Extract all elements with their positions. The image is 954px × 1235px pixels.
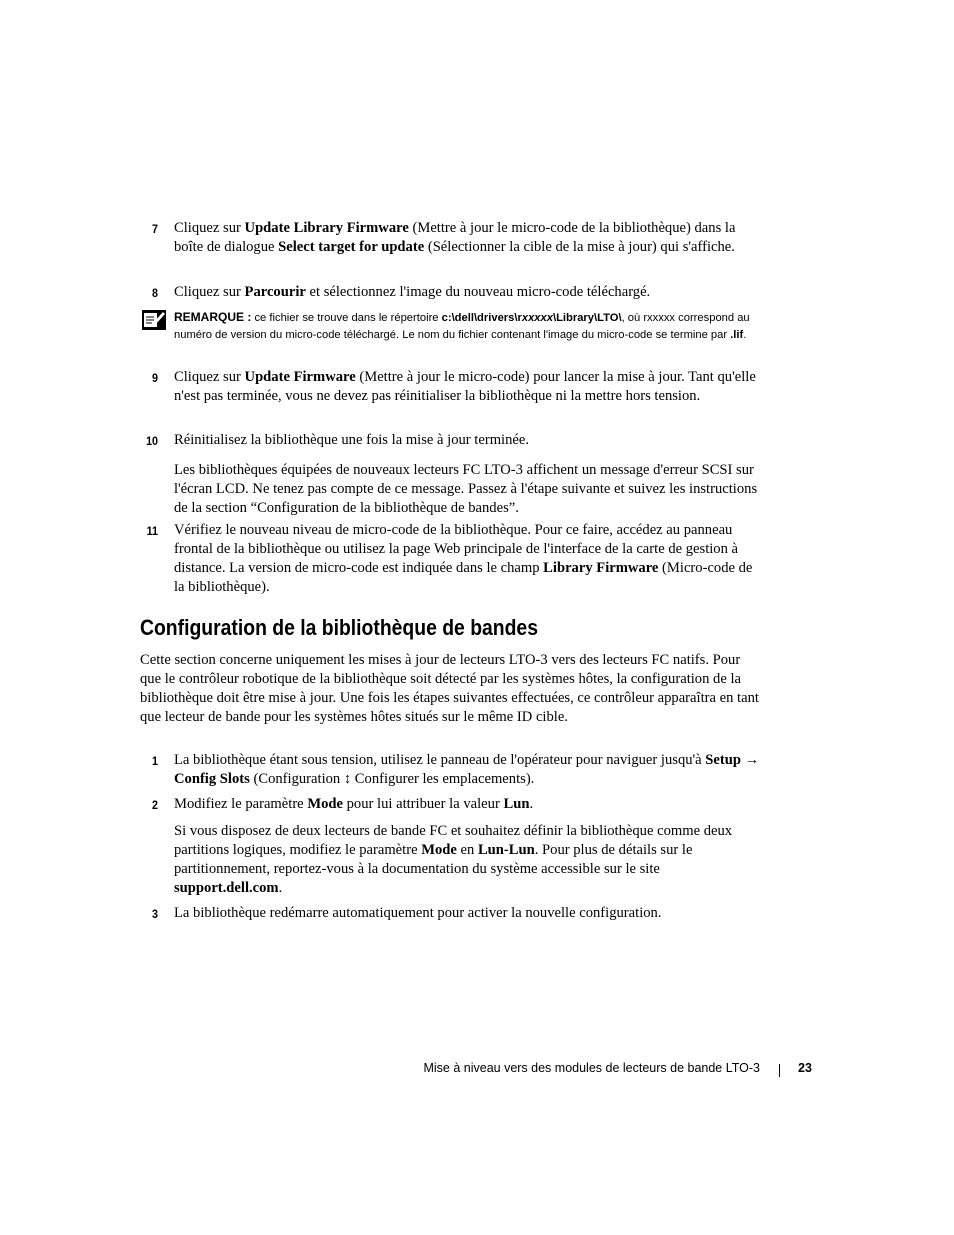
step-number: 7 bbox=[152, 222, 158, 236]
text-segment: (Configuration ↕ Configurer les emplacements). bbox=[249, 771, 535, 787]
text-segment: Réinitialisez la bibliothèque une fois la mise à jour terminée. bbox=[174, 432, 530, 448]
text-segment: Cliquez sur bbox=[174, 220, 245, 236]
step-10 bbox=[140, 431, 760, 518]
note-text bbox=[174, 309, 774, 344]
text-segment: Modifiez le paramètre bbox=[174, 796, 308, 812]
text-segment: . Pour plus de détails sur le partitionnement, reportez-vous à la documentation du système accessible sur le site bbox=[174, 842, 693, 877]
text-segment: en bbox=[456, 842, 478, 858]
step-text bbox=[174, 219, 760, 257]
step-text bbox=[174, 521, 760, 597]
text-segment: .lif bbox=[730, 329, 744, 341]
text-segment: Lun bbox=[503, 796, 530, 812]
step-number: 2 bbox=[152, 798, 158, 812]
step-text bbox=[174, 751, 760, 789]
text-segment: Cliquez sur bbox=[174, 369, 245, 385]
text-segment: La bibliothèque redémarre automatiquement pour activer la nouvelle configuration. bbox=[174, 905, 662, 921]
text-segment: Lun-Lun bbox=[477, 842, 535, 858]
text-segment: xxxxx bbox=[521, 312, 553, 324]
step-text bbox=[174, 795, 760, 814]
text-segment: . bbox=[743, 329, 747, 341]
text-segment: support.dell.com bbox=[174, 880, 279, 896]
page-number: 23 bbox=[798, 1061, 812, 1075]
step-text bbox=[174, 904, 760, 923]
text-segment: Update Firmware bbox=[244, 369, 356, 385]
text-segment: Parcourir bbox=[244, 284, 306, 300]
note-body bbox=[174, 312, 750, 341]
step-number: 3 bbox=[152, 907, 158, 921]
text-segment: Select target for update bbox=[278, 239, 425, 255]
text-segment: Update Library Firmware bbox=[244, 220, 409, 236]
step-number: 9 bbox=[152, 371, 158, 385]
text-segment: Library Firmware bbox=[543, 560, 659, 576]
step-2 bbox=[140, 795, 760, 898]
note-label: REMARQUE : bbox=[174, 310, 252, 324]
page-footer bbox=[0, 1061, 954, 1081]
step-number: 8 bbox=[152, 286, 158, 300]
text-segment: et sélectionnez l'image du nouveau micro-code téléchargé. bbox=[305, 284, 651, 300]
step-extra-text: Les bibliothèques équipées de nouveaux lecteurs FC LTO-3 affichent un message d'erreur SCSI sur l'écran LCD. Ne tenez pas compte de ce message. Passez à l'étape suivante et suivez les instructions de la section “Configuration de la bibliothèque de bandes”. bbox=[174, 462, 758, 516]
text-segment: , où rxxxxx correspond au numéro de version du micro-code téléchargé. Le nom du fichier contenant l'image du micro-code se termine par bbox=[174, 312, 750, 341]
pencil-note-icon bbox=[142, 310, 166, 330]
footer-title: Mise à niveau vers des modules de lecteurs de bande LTO-3 bbox=[423, 1061, 760, 1075]
text-segment: Cliquez sur bbox=[174, 284, 245, 300]
section-intro: Cette section concerne uniquement les mises à jour de lecteurs LTO-3 vers des lecteurs FC natifs. Pour que le contrôleur robotique de la bibliothèque soit détecté par les systèmes hôtes, la configuration de la bibliothèque doit être mise à jour. Une fois les étapes suivantes effectuées, ce contrôleur apparaîtra en tant que lecteur de bande pour les systèmes hôtes situés sur le même ID cible. bbox=[140, 652, 759, 725]
step-11 bbox=[140, 521, 760, 597]
step-3 bbox=[140, 904, 760, 923]
text-segment: Setup → Config Slots bbox=[174, 752, 760, 787]
step-number: 11 bbox=[146, 524, 158, 538]
text-segment: c:\dell\drivers\r bbox=[441, 312, 522, 324]
step-extra-text bbox=[174, 822, 760, 898]
text-segment: \Library\LTO\ bbox=[552, 312, 622, 324]
step-7 bbox=[140, 219, 760, 257]
text-segment: . bbox=[278, 880, 283, 896]
text-segment: Si vous disposez de deux lecteurs de bande FC et souhaitez définir la bibliothèque comme deux partitions logiques, modifiez le paramètre bbox=[174, 823, 733, 858]
text-segment: pour lui attribuer la valeur bbox=[342, 796, 504, 812]
text-segment: (Mettre à jour le micro-code) pour lancer la mise à jour. Tant qu'elle n'est pas terminée, vous ne devez pas réinitialiser la bibliothèque ni la mettre hors tension. bbox=[174, 369, 756, 404]
text-segment: Mode bbox=[307, 796, 343, 812]
text-segment: (Mettre à jour le micro-code de la bibliothèque) dans la boîte de dialogue bbox=[174, 220, 736, 255]
text-segment: Vérifiez le nouveau niveau de micro-code de la bibliothèque. Pour ce faire, accédez au panneau frontal de la bibliothèque ou utilisez la page Web principale de l'interface de la carte de gestion à distance. La version de micro-code est indiquée dans le champ bbox=[174, 522, 739, 576]
footer-separator bbox=[779, 1064, 780, 1077]
step-number: 10 bbox=[146, 434, 158, 448]
step-text bbox=[174, 431, 760, 450]
step-1 bbox=[140, 751, 760, 789]
step-number: 1 bbox=[152, 754, 158, 768]
text-segment: La bibliothèque étant sous tension, utilisez le panneau de l'opérateur pour naviguer jusqu'à bbox=[174, 752, 706, 768]
text-segment: . bbox=[529, 796, 534, 812]
step-text bbox=[174, 283, 760, 302]
text-segment: (Micro-code de la bibliothèque). bbox=[174, 560, 753, 595]
step-8 bbox=[140, 283, 760, 302]
section-heading: Configuration de la bibliothèque de bandes bbox=[140, 615, 538, 640]
step-text bbox=[174, 368, 760, 406]
step-9 bbox=[140, 368, 760, 406]
text-segment: ce fichier se trouve dans le répertoire bbox=[251, 312, 442, 324]
text-segment: Mode bbox=[421, 842, 457, 858]
note-box bbox=[140, 309, 760, 344]
text-segment: (Sélectionner la cible de la mise à jour) qui s'affiche. bbox=[424, 239, 735, 255]
